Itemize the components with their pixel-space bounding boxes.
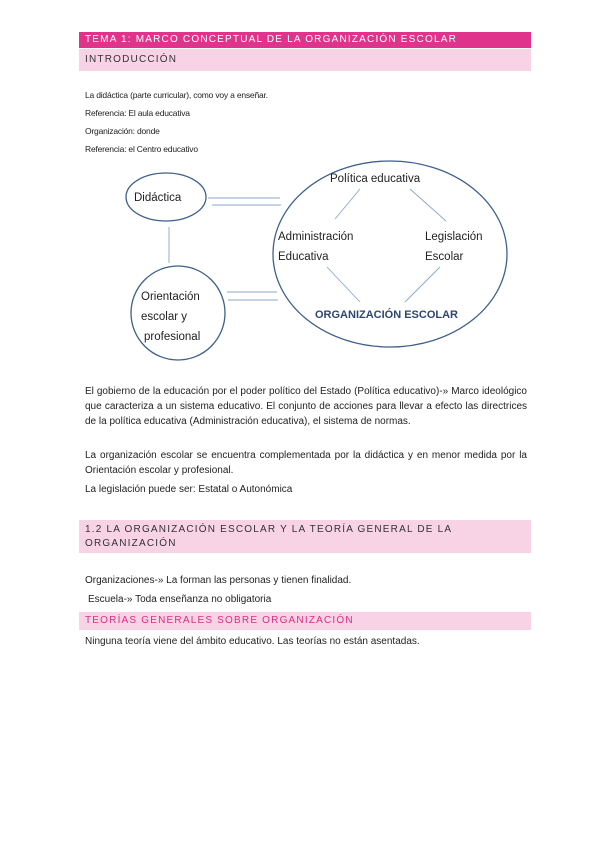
paragraph: La legislación puede ser: Estatal o Autonómica — [85, 484, 293, 495]
paragraph: La organización escolar se encuentra complementada por la didáctica y en menor medida por la Orientación escolar y profesional. — [85, 450, 527, 476]
section-heading: 1.2 LA ORGANIZACIÓN ESCOLAR Y LA TEORÍA GENERAL DE LA ORGANIZACIÓN — [79, 520, 531, 553]
orientacion-label: escolar y — [141, 311, 188, 323]
intro-line: La didáctica (parte curricular), como voy a enseñar. — [85, 90, 268, 100]
theories-heading: TEORÍAS GENERALES SOBRE ORGANIZACIÓN — [79, 612, 531, 630]
orientacion-label: Orientación — [141, 291, 200, 303]
legislacion-label: Legislación — [425, 231, 483, 243]
section-line: Organizaciones-» La forman las personas y tienen finalidad. — [85, 575, 352, 586]
administracion-label: Administración — [278, 231, 354, 243]
didactica-label: Didáctica — [134, 192, 182, 204]
intro-line: Referencia: El aula educativa — [85, 108, 190, 118]
politica-label: Política educativa — [330, 173, 421, 185]
intro-line: Referencia: el Centro educativo — [85, 144, 198, 154]
organizacion-label: ORGANIZACIÓN ESCOLAR — [315, 309, 458, 321]
intro-heading: INTRODUCCIÓN — [79, 49, 531, 71]
intro-line: Organización: donde — [85, 126, 160, 136]
chapter-title: TEMA 1: MARCO CONCEPTUAL DE LA ORGANIZACIÓN ESCOLAR — [79, 32, 531, 48]
theories-text: Ninguna teoría viene del ámbito educativo. Las teorías no están asentadas. — [85, 636, 420, 647]
administracion-label: Educativa — [278, 251, 329, 263]
legislacion-label: Escolar — [425, 251, 464, 263]
arrows — [169, 189, 446, 302]
orientacion-label: profesional — [144, 331, 201, 343]
paragraph: El gobierno de la educación por el poder político del Estado (Política educativo)-» Marco ideológico que caracteriza a un sistema educativo. El conjunto de acciones para llevar a efecto las directrices de la política educativa (Administración educativa), el sistema de normas. — [85, 386, 527, 427]
section-line: Escuela-» Toda enseñanza no obligatoria — [88, 594, 272, 605]
